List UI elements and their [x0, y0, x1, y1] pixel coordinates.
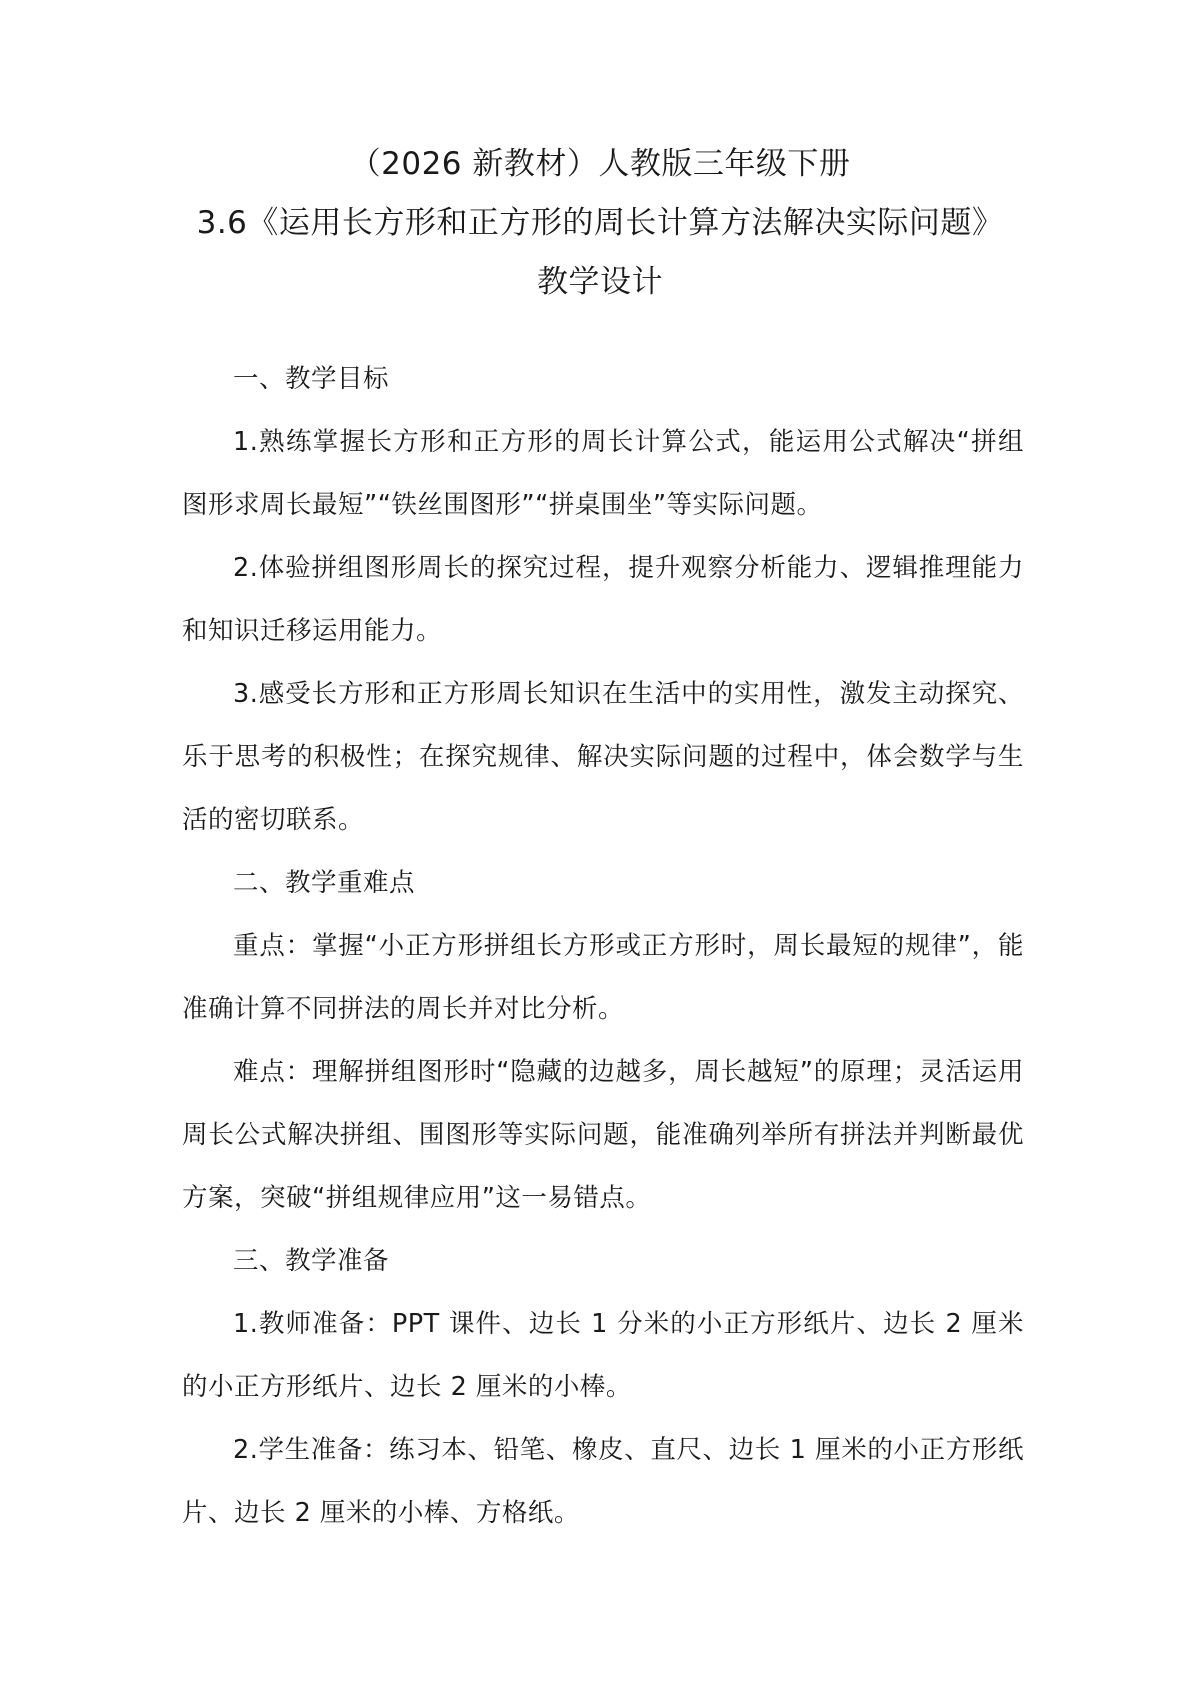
section-heading-key-points: 二、教学重难点	[233, 868, 416, 898]
objective-1: 1.熟练掌握长方形和正方形的周长计算公式，能运用公式解决“拼组图形求周长最短”“铁丝围图形”“拼桌围坐”等实际问题。	[182, 427, 1024, 520]
document-title-line-3: 教学设计	[537, 264, 663, 300]
student-preparation: 2.学生准备：练习本、铅笔、橡皮、直尺、边长 1 厘米的小正方形纸片、边长 2 厘米的小棒、方格纸。	[182, 1435, 1024, 1528]
section-heading-preparation: 三、教学准备	[233, 1246, 390, 1276]
objective-2: 2.体验拼组图形周长的探究过程，提升观察分析能力、逻辑推理能力和知识迁移运用能力。	[182, 553, 1024, 646]
document-title-line-2: 3.6《运用长方形和正方形的周长计算方法解决实际问题》	[196, 205, 1004, 241]
document-body	[182, 348, 1024, 1545]
key-point: 重点：掌握“小正方形拼组长方形或正方形时，周长最短的规律”，能准确计算不同拼法的周长并对比分析。	[182, 931, 1024, 1024]
document-title-line-1: （2026 新教材）人教版三年级下册	[349, 146, 851, 182]
difficult-point: 难点：理解拼组图形时“隐藏的边越多，周长越短”的原理；灵活运用周长公式解决拼组、围图形等实际问题，能准确列举所有拼法并判断最优方案，突破“拼组规律应用”这一易错点。	[182, 1057, 1024, 1213]
teacher-preparation: 1.教师准备：PPT 课件、边长 1 分米的小正方形纸片、边长 2 厘米的小正方形纸片、边长 2 厘米的小棒。	[182, 1309, 1024, 1402]
section-heading-objectives: 一、教学目标	[233, 364, 390, 394]
objective-3: 3.感受长方形和正方形周长知识在生活中的实用性，激发主动探究、乐于思考的积极性；在探究规律、解决实际问题的过程中，体会数学与生活的密切联系。	[182, 679, 1024, 835]
